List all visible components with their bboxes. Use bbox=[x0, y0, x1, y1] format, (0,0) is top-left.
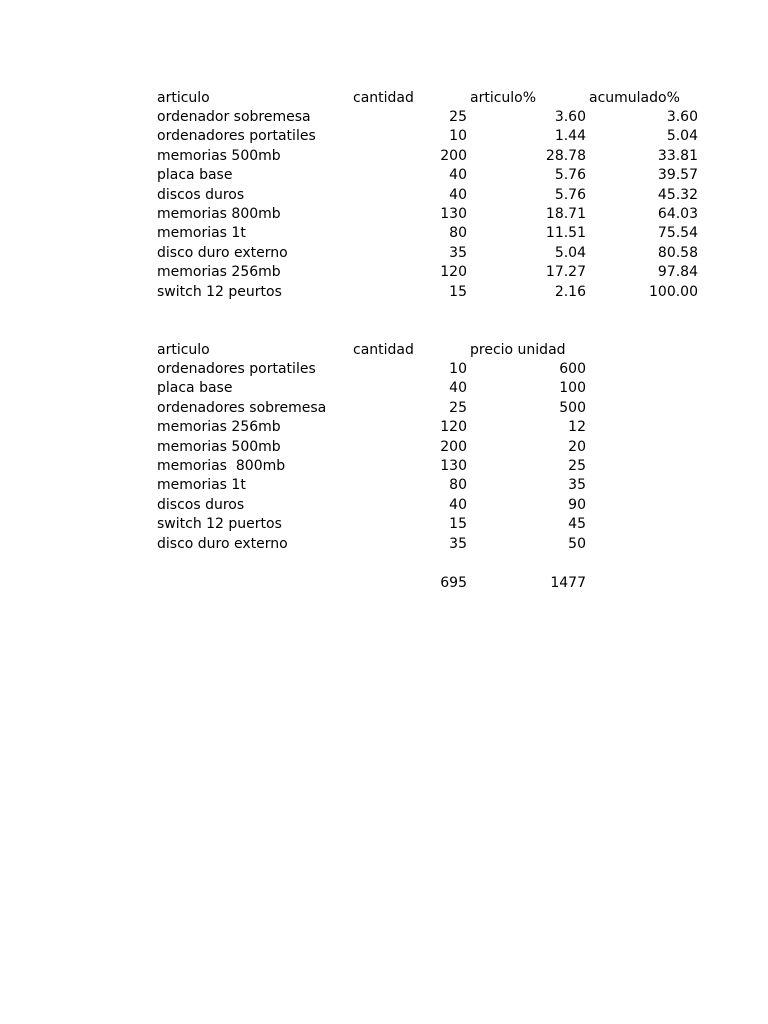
table-row bbox=[0, 244, 768, 263]
table1-cell-acumulado-pct: 45.32 bbox=[657, 186, 698, 203]
table2-cell-precio-unidad: 45 bbox=[568, 516, 586, 533]
table1-cell-acumulado-pct: 75.54 bbox=[657, 225, 698, 242]
table1-cell-articulo-pct: 18.71 bbox=[545, 205, 586, 222]
table2-cell-precio-unidad: 500 bbox=[559, 399, 586, 416]
table-row bbox=[0, 535, 768, 554]
table2-cell-precio-unidad: 90 bbox=[568, 496, 586, 513]
table2-cell-cantidad: 25 bbox=[449, 399, 467, 416]
table2-cell-precio-unidad: 20 bbox=[568, 438, 586, 455]
total-cantidad: 695 bbox=[440, 574, 467, 591]
table2-cell-articulo: disco duro externo bbox=[157, 535, 288, 552]
table1-cell-acumulado-pct: 100.00 bbox=[649, 283, 698, 300]
table1-cell-acumulado-pct: 64.03 bbox=[657, 205, 698, 222]
table-row bbox=[0, 399, 768, 418]
table2-cell-cantidad: 200 bbox=[440, 438, 467, 455]
table2-cell-cantidad: 120 bbox=[440, 419, 467, 436]
table2-cell-precio-unidad: 100 bbox=[559, 380, 586, 397]
table1-cell-cantidad: 200 bbox=[440, 147, 467, 164]
table1-cell-acumulado-pct: 5.04 bbox=[666, 128, 698, 145]
table1-cell-articulo: ordenadores portatiles bbox=[157, 128, 316, 145]
table1-cell-articulo: placa base bbox=[157, 167, 233, 184]
table2-cell-cantidad: 35 bbox=[449, 535, 467, 552]
table1-cell-articulo: ordenador sobremesa bbox=[157, 108, 311, 125]
table-row bbox=[0, 224, 768, 243]
table1-cell-cantidad: 120 bbox=[440, 264, 467, 281]
table-row bbox=[0, 496, 768, 515]
table1-cell-articulo-pct: 5.04 bbox=[554, 244, 586, 261]
table1-cell-acumulado-pct: 3.60 bbox=[666, 108, 698, 125]
table1-cell-articulo-pct: 5.76 bbox=[554, 186, 586, 203]
table1-cell-articulo: memorias 256mb bbox=[157, 264, 281, 281]
table-row bbox=[0, 108, 768, 127]
table2-cell-cantidad: 40 bbox=[449, 380, 467, 397]
table-row bbox=[0, 166, 768, 185]
table1-cell-articulo: disco duro externo bbox=[157, 244, 288, 261]
table2-cell-articulo: memorias 800mb bbox=[157, 457, 286, 474]
table1-cell-articulo: discos duros bbox=[157, 186, 245, 203]
table1-header-articulo-pct: articulo% bbox=[470, 89, 537, 106]
table2-cell-articulo: memorias 256mb bbox=[157, 419, 281, 436]
table2-header-articulo: articulo bbox=[157, 341, 210, 358]
table2-cell-articulo: ordenadores sobremesa bbox=[157, 399, 327, 416]
table1-header-acumulado-pct: acumulado% bbox=[589, 89, 680, 106]
table2-header-precio-unidad: precio unidad bbox=[470, 341, 566, 358]
table2-cell-precio-unidad: 25 bbox=[568, 457, 586, 474]
total-precio-unidad: 1477 bbox=[550, 574, 586, 591]
table2-header-cantidad: cantidad bbox=[353, 341, 414, 358]
table2-cell-articulo: placa base bbox=[157, 380, 233, 397]
table2-cell-cantidad: 10 bbox=[449, 360, 467, 377]
table1-cell-cantidad: 130 bbox=[440, 205, 467, 222]
table-row bbox=[0, 379, 768, 398]
table1-cell-cantidad: 35 bbox=[449, 244, 467, 261]
table2-cell-precio-unidad: 12 bbox=[568, 419, 586, 436]
table-row bbox=[0, 263, 768, 282]
table2-cell-cantidad: 80 bbox=[449, 477, 467, 494]
table2-cell-cantidad: 130 bbox=[440, 457, 467, 474]
table1-cell-articulo-pct: 17.27 bbox=[545, 264, 586, 281]
table1-cell-acumulado-pct: 80.58 bbox=[657, 244, 698, 261]
table1-cell-articulo: memorias 1t bbox=[157, 225, 246, 242]
table1-cell-articulo-pct: 3.60 bbox=[554, 108, 586, 125]
table2-cell-precio-unidad: 600 bbox=[559, 360, 586, 377]
table1-cell-articulo-pct: 1.44 bbox=[554, 128, 586, 145]
table2-cell-cantidad: 40 bbox=[449, 496, 467, 513]
table2-cell-articulo: memorias 1t bbox=[157, 477, 246, 494]
table1-cell-acumulado-pct: 33.81 bbox=[657, 147, 698, 164]
table-row bbox=[0, 205, 768, 224]
table1-cell-articulo-pct: 2.16 bbox=[554, 283, 586, 300]
table-row bbox=[0, 127, 768, 146]
table2-cell-articulo: memorias 500mb bbox=[157, 438, 281, 455]
table-row bbox=[0, 457, 768, 476]
table2-header-row bbox=[0, 341, 768, 360]
table-row bbox=[0, 515, 768, 534]
table1-cell-articulo: switch 12 peurtos bbox=[157, 283, 282, 300]
table1-cell-acumulado-pct: 97.84 bbox=[657, 264, 698, 281]
table1-cell-acumulado-pct: 39.57 bbox=[657, 167, 698, 184]
table2-cell-precio-unidad: 35 bbox=[568, 477, 586, 494]
table1-cell-articulo-pct: 5.76 bbox=[554, 167, 586, 184]
table1-cell-cantidad: 10 bbox=[449, 128, 467, 145]
table2-cell-cantidad: 15 bbox=[449, 516, 467, 533]
table1-cell-cantidad: 80 bbox=[449, 225, 467, 242]
table2-totals-row bbox=[0, 574, 768, 593]
table1-cell-cantidad: 15 bbox=[449, 283, 467, 300]
table-row bbox=[0, 476, 768, 495]
table2-cell-articulo: switch 12 puertos bbox=[157, 516, 282, 533]
table1-cell-cantidad: 40 bbox=[449, 167, 467, 184]
table-row bbox=[0, 418, 768, 437]
table1-header-articulo: articulo bbox=[157, 89, 210, 106]
table-row bbox=[0, 186, 768, 205]
table1-cell-cantidad: 40 bbox=[449, 186, 467, 203]
table-row bbox=[0, 438, 768, 457]
table2-cell-articulo: discos duros bbox=[157, 496, 245, 513]
table1-cell-articulo: memorias 500mb bbox=[157, 147, 281, 164]
table2-cell-articulo: ordenadores portatiles bbox=[157, 360, 316, 377]
table-row bbox=[0, 147, 768, 166]
table-row bbox=[0, 360, 768, 379]
table1-cell-articulo: memorias 800mb bbox=[157, 205, 281, 222]
table2-cell-precio-unidad: 50 bbox=[568, 535, 586, 552]
table1-header-cantidad: cantidad bbox=[353, 89, 414, 106]
table1-cell-articulo-pct: 28.78 bbox=[545, 147, 586, 164]
table1-header-row bbox=[0, 89, 768, 108]
table-row bbox=[0, 283, 768, 302]
table1-cell-articulo-pct: 11.51 bbox=[545, 225, 586, 242]
table1-cell-cantidad: 25 bbox=[449, 108, 467, 125]
